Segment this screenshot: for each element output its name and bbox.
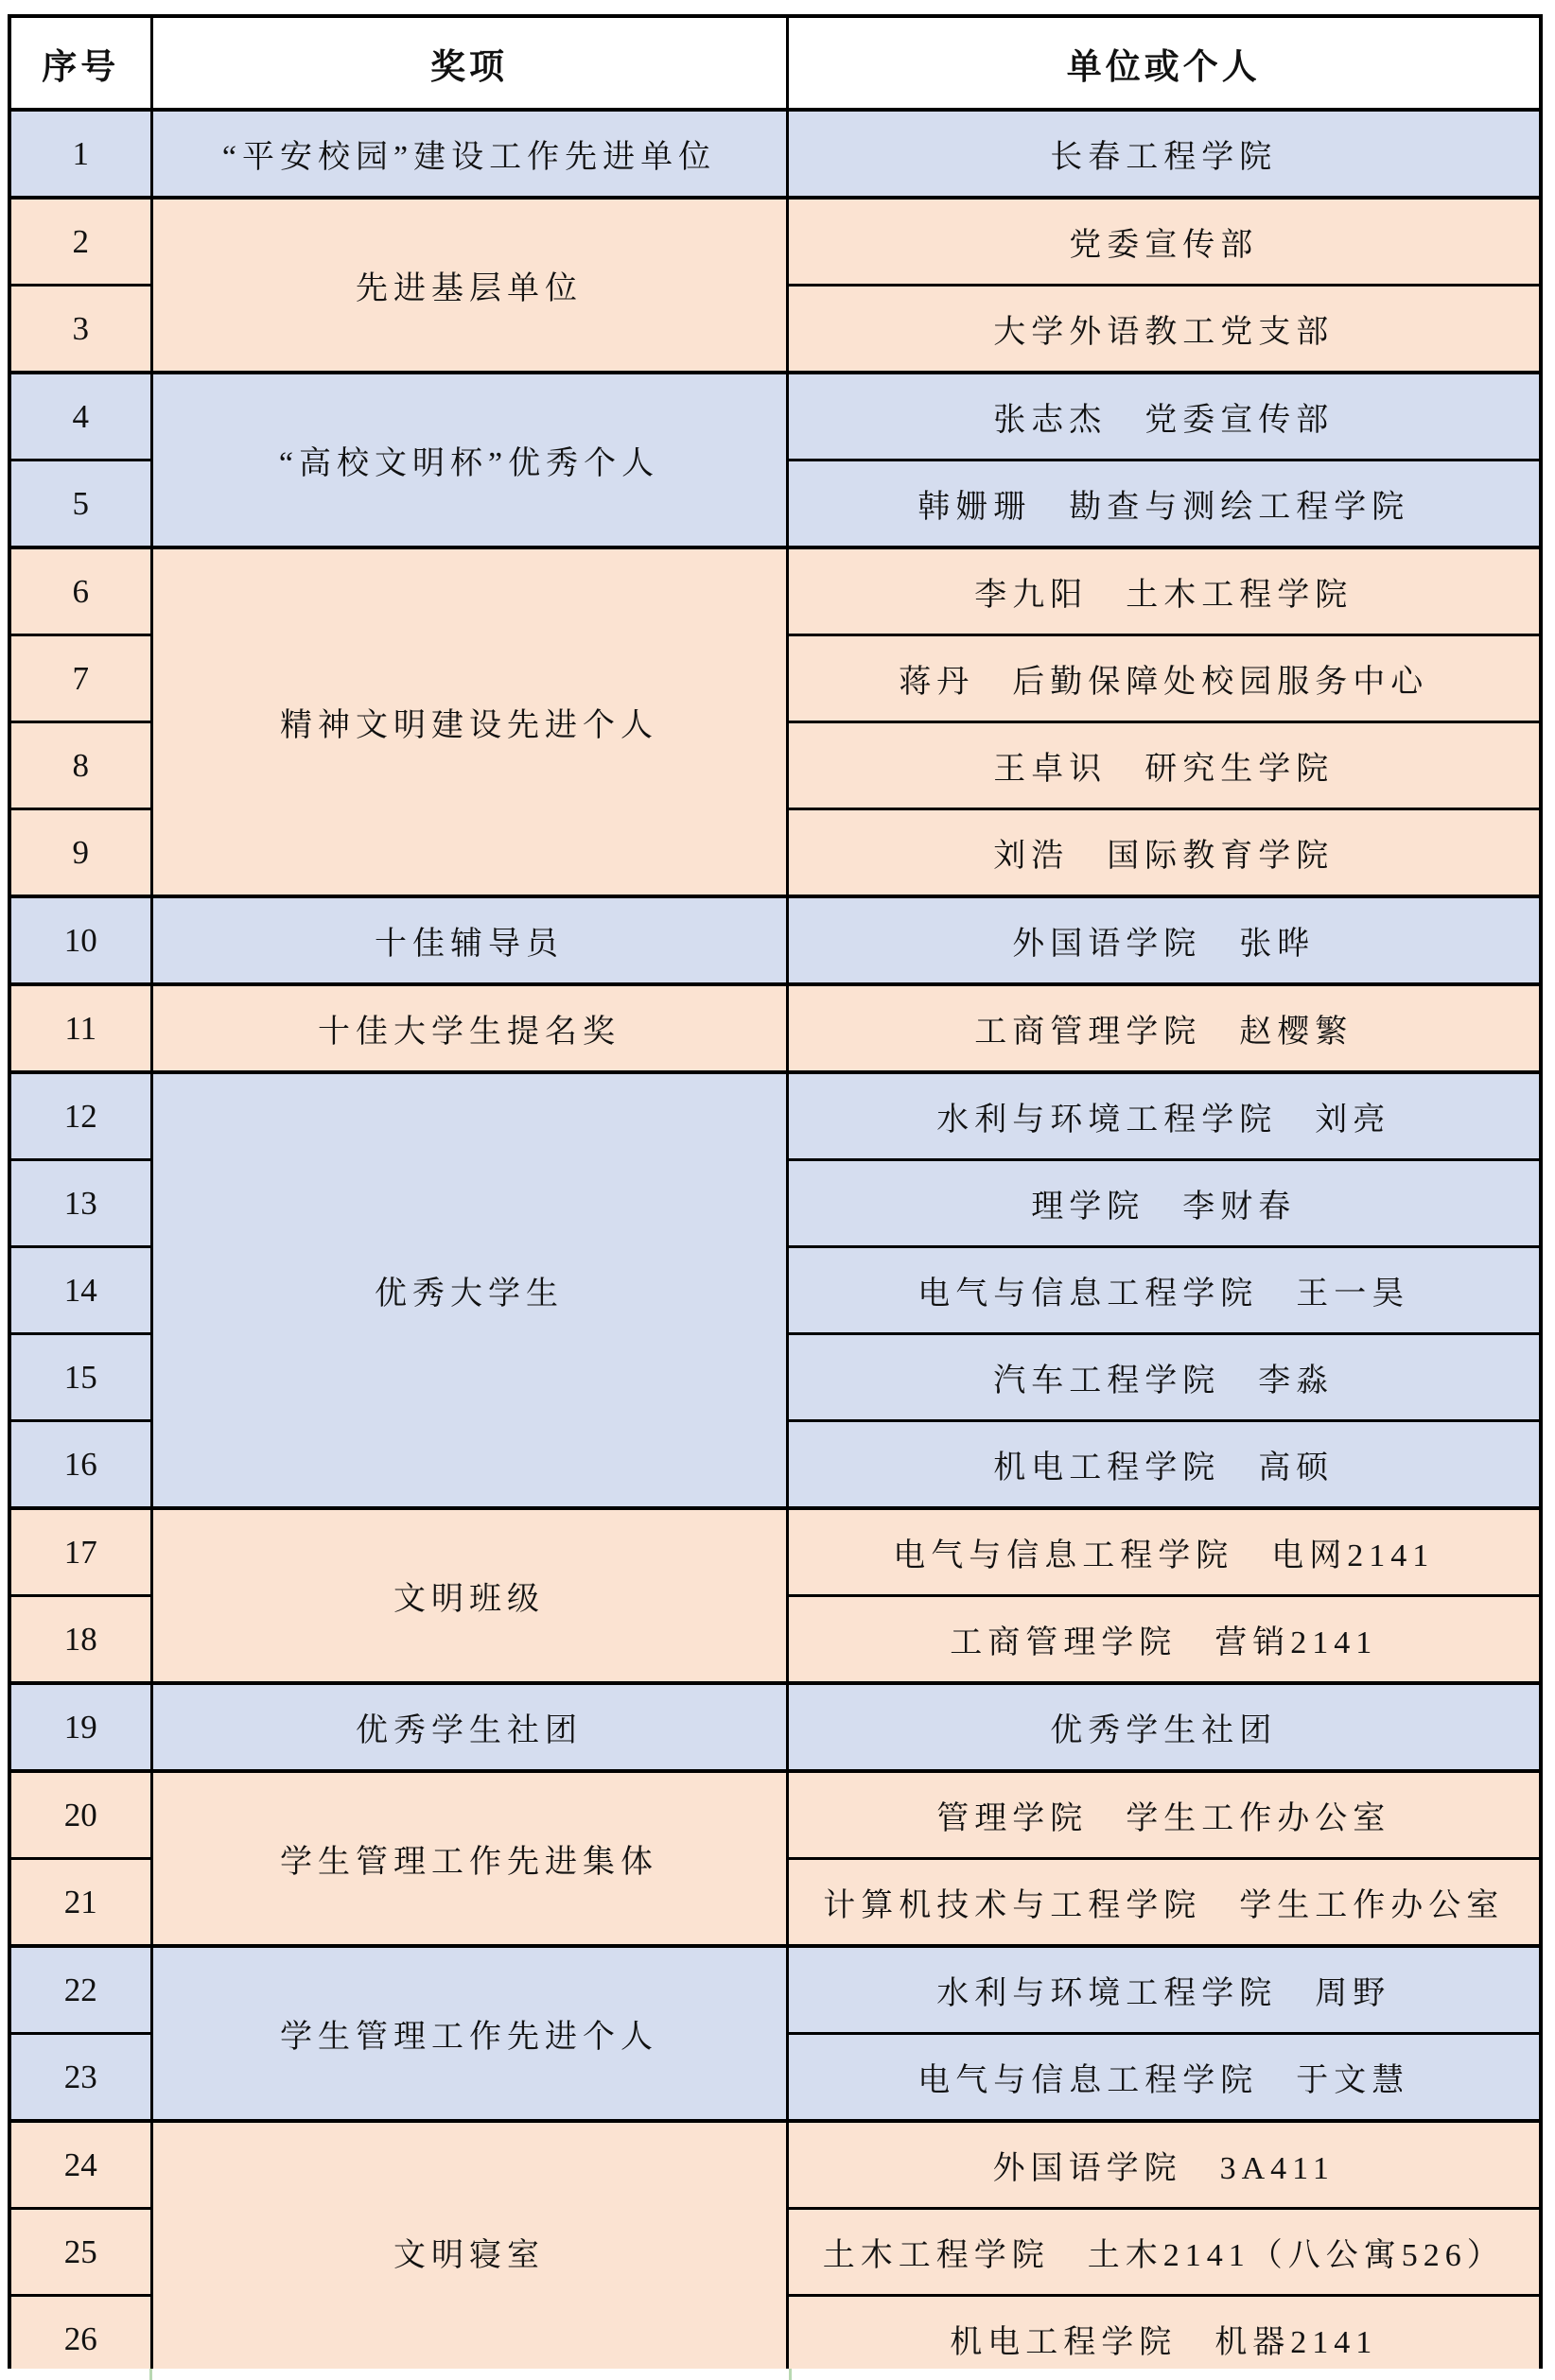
header-row: [9, 16, 1541, 110]
unit-cell: 优秀学生社团: [787, 1683, 1541, 1771]
row-number-cell: 1: [9, 110, 151, 198]
unit-cell: 机电工程学院 机器2141: [787, 2296, 1541, 2380]
row-number-cell: 13: [9, 1160, 151, 1247]
unit-cell: 韩姗珊 勘查与测绘工程学院: [787, 460, 1541, 548]
table-row: [9, 1683, 1541, 1771]
unit-cell: 工商管理学院 赵樱繁: [787, 984, 1541, 1072]
table-row: [9, 198, 1541, 286]
unit-cell: 管理学院 学生工作办公室: [787, 1771, 1541, 1859]
row-number-cell: 8: [9, 722, 151, 809]
table-row: [9, 1771, 1541, 1859]
table-row: [9, 984, 1541, 1072]
unit-cell: 工商管理学院 营销2141: [787, 1596, 1541, 1684]
row-number-cell: 26: [9, 2296, 151, 2380]
row-number-cell: 5: [9, 460, 151, 548]
unit-cell: 计算机技术与工程学院 学生工作办公室: [787, 1859, 1541, 1947]
table-row: [9, 1508, 1541, 1596]
row-number-cell: 22: [9, 1946, 151, 2034]
unit-cell: 外国语学院 3A411: [787, 2121, 1541, 2209]
row-number-cell: 14: [9, 1247, 151, 1334]
award-cell: 学生管理工作先进集体: [151, 1771, 787, 1946]
row-number-cell: 12: [9, 1072, 151, 1160]
award-cell: 十佳辅导员: [151, 896, 787, 984]
row-number-cell: 25: [9, 2209, 151, 2296]
table-row: [9, 1946, 1541, 2034]
table-header: [9, 16, 1541, 110]
table-row: [9, 110, 1541, 198]
unit-cell: 电气与信息工程学院 王一昊: [787, 1247, 1541, 1334]
row-number-cell: 15: [9, 1334, 151, 1421]
row-number-cell: 10: [9, 896, 151, 984]
gridline: [149, 2369, 152, 2380]
award-cell: “高校文明杯”优秀个人: [151, 373, 787, 547]
award-cell: 先进基层单位: [151, 198, 787, 373]
unit-cell: 党委宣传部: [787, 198, 1541, 286]
row-number-cell: 17: [9, 1508, 151, 1596]
award-cell: 文明班级: [151, 1508, 787, 1683]
row-number-cell: 7: [9, 635, 151, 722]
row-number-cell: 11: [9, 984, 151, 1072]
unit-cell: 王卓识 研究生学院: [787, 722, 1541, 809]
award-cell: 优秀大学生: [151, 1072, 787, 1508]
row-number-cell: 3: [9, 286, 151, 374]
col-header-unit: 单位或个人: [787, 16, 1541, 110]
awards-table: [8, 14, 1543, 2380]
unit-cell: 外国语学院 张晔: [787, 896, 1541, 984]
award-cell: 优秀学生社团: [151, 1683, 787, 1771]
table-row: [9, 896, 1541, 984]
award-cell: “平安校园”建设工作先进单位: [151, 110, 787, 198]
spreadsheet-gridline-sliver: [0, 2369, 1555, 2380]
table-row: [9, 2121, 1541, 2209]
unit-cell: 电气与信息工程学院 电网2141: [787, 1508, 1541, 1596]
row-number-cell: 9: [9, 809, 151, 897]
unit-cell: 水利与环境工程学院 周野: [787, 1946, 1541, 2034]
award-cell: 学生管理工作先进个人: [151, 1946, 787, 2121]
unit-cell: 土木工程学院 土木2141（八公寓526）: [787, 2209, 1541, 2296]
col-header-index: 序号: [9, 16, 151, 110]
award-cell: 精神文明建设先进个人: [151, 547, 787, 896]
unit-cell: 水利与环境工程学院 刘亮: [787, 1072, 1541, 1160]
unit-cell: 李九阳 土木工程学院: [787, 547, 1541, 635]
unit-cell: 蒋丹 后勤保障处校园服务中心: [787, 635, 1541, 722]
unit-cell: 张志杰 党委宣传部: [787, 373, 1541, 460]
row-number-cell: 19: [9, 1683, 151, 1771]
row-number-cell: 21: [9, 1859, 151, 1947]
row-number-cell: 6: [9, 547, 151, 635]
award-cell: 文明寝室: [151, 2121, 787, 2380]
row-number-cell: 4: [9, 373, 151, 460]
gridline: [789, 2369, 792, 2380]
table-row: [9, 547, 1541, 635]
table-row: [9, 373, 1541, 460]
unit-cell: 机电工程学院 高硕: [787, 1421, 1541, 1509]
row-number-cell: 18: [9, 1596, 151, 1684]
table-body: [9, 110, 1541, 2380]
row-number-cell: 23: [9, 2034, 151, 2122]
unit-cell: 长春工程学院: [787, 110, 1541, 198]
row-number-cell: 24: [9, 2121, 151, 2209]
col-header-award: 奖项: [151, 16, 787, 110]
award-cell: 十佳大学生提名奖: [151, 984, 787, 1072]
unit-cell: 电气与信息工程学院 于文慧: [787, 2034, 1541, 2122]
row-number-cell: 16: [9, 1421, 151, 1509]
unit-cell: 理学院 李财春: [787, 1160, 1541, 1247]
unit-cell: 刘浩 国际教育学院: [787, 809, 1541, 897]
unit-cell: 汽车工程学院 李淼: [787, 1334, 1541, 1421]
row-number-cell: 20: [9, 1771, 151, 1859]
table-row: [9, 1072, 1541, 1160]
row-number-cell: 2: [9, 198, 151, 286]
unit-cell: 大学外语教工党支部: [787, 286, 1541, 374]
